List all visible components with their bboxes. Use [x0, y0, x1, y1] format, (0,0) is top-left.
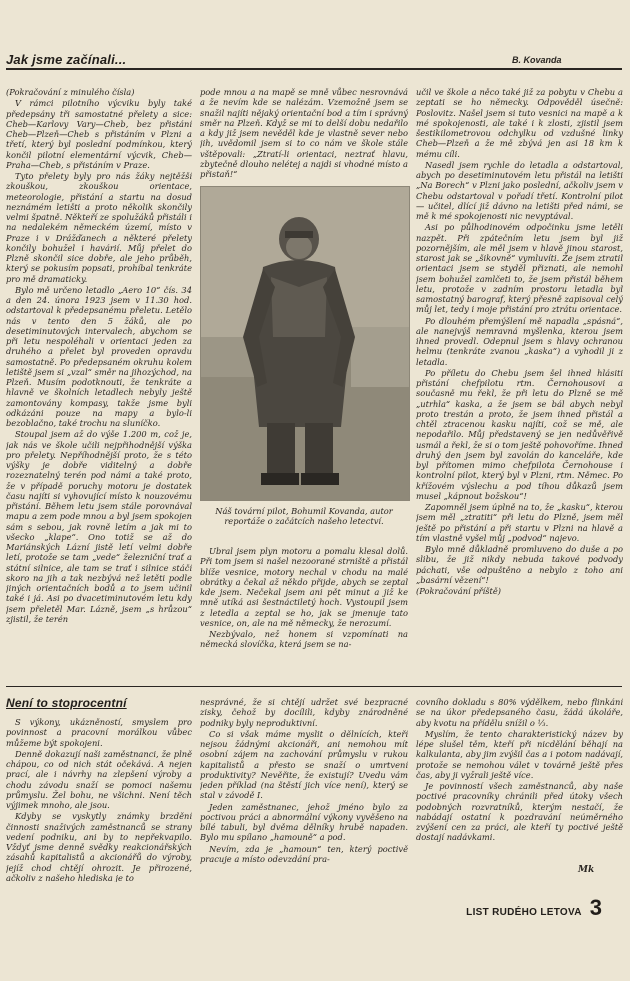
paragraph: pode mnou a na mapě se mně vůbec nesrovnává a že nevím kde se nalézám. Vzemožně jsem se snažil najíti nějaký orientační bod a tím i správný směr na Plzeň. Když se mi to delší dobu nedařilo a kdy již jsem nevěděl kde je vlastně sever nebo jih, uvědomil jsem si to co nám ve škole stále vštěpovali: „Ztratí-li orientaci, neztrať hlavu, zbytečně dlouho nelétej a najdi si vhodné místo a přistaň!“: [200, 87, 408, 179]
continuation-note: (Pokračování příště): [416, 586, 501, 596]
paragraph: covního dokladu s 80% výdělkem, nebo flinkání se na úkor předepsaného času, žádá úkoláře, aby kvotu na přídělu snížil o ⅓.: [416, 697, 623, 728]
article-column-3: [416, 697, 623, 867]
paragraph: učil ve škole a něco také již za pobytu v Chebu a zeptati se ho německy. Odpověděl úsečně: Poslovitz. Našel jsem si tuto vesnici na mapě a k mé spokojenosti, ale také i k zlosti, zjistil jsem šestikilometrovou odchylku od vzdušné linky Cheb—Plzeň a že mě zbývá jen asi 18 km k mému cíli.: [416, 87, 623, 159]
article-title: Není to stoprocentní: [6, 696, 127, 710]
paragraph: Bylo mě určeno letadlo „Aero 10“ čís. 34 a den 24. února 1923 jsem v 11.30 hod. odstartoval k předepsanému přeletu. Letělo nás v tento den 5 žáků, ale po desetiminutových intervalech, abychom se při letu nespoléhali v orientaci jeden za druhého a přelet byl proveden opravdu samostatně. Po předepsaném okruhu kolem letiště jsem si „vzal“ směr na jihozýchod, na Plzeň. Musím podotknouti, že tenkráte a hlavně ve školních letadlech nebyly ještě zamontovány kompasy, takže jsme byli odkázáni pouze na mapy a bylo-li bezoblačno, také trochu na sluníčko.: [6, 284, 192, 428]
paragraph: Denně dokazují naši zaměstnanci, že plně chápou, co od nich stát očekává. A nejen prací, ale i návrhy na zlepšení výroby a chodu závodu snaží se pomoci našemu průmyslu. Žel bohu, ne všichni. Není těch výjimek mnoho, ale jsou.: [6, 748, 192, 810]
paragraph: Po příletu do Chebu jsem šel ihned hlásiti přistání chefpilotu rtm. Černohousovi a současně mu řekl, že při letu do Plzně se mě „utrhla“ kaska, a že jsem se bál abych nebyl proto trestán a proto, že jsem ihned přistál a chtěl ztracenou kasku najíti, což se mě, ale nepodařilo. Můj představený se jen nedůvěřivě usmál a řekl, že si o tom ještě pohovoříme. Ihned druhý den jsem byl zavolán do kanceláře, kde byl přítomen mimo chefpilota Černohouse i kontrolní pilot, který byl v Plzni, rtm. Němec. Po křížovém výslechu a pod tíhou důkazů jsem musel „kápnout božskou“!: [416, 367, 623, 501]
paragraph: Ubral jsem plyn motoru a pomalu klesal dolů. Při tom jsem si našel nezoorané strniště a přistál blíže vesnice, motory nechal v chodu na malé obrátky a čekal až někdo přijde, abych se zeptal kde jsem. Nečekal jsem ani pět minut a již ke mně utíká asi šestnáctiletý hoch. Vystoupil jsem z letedla a zeptal se ho, jak se jmenuje tato vesnice, on, ale na mě německy, že nerozumí.: [200, 546, 408, 628]
article-divider: [6, 686, 622, 687]
article-title: Jak jsme začínali...: [6, 52, 127, 67]
photo-caption: Náš tovární pilot, Bohumil Kovanda, autor reportáže o začátcích našeho letectví.: [215, 506, 393, 527]
paragraph: Nasedl jsem rychle do letadla a odstartoval, abych po desetiminutovém letu přistál na letišti „Na Borech“ v Plzni jako poslední, ačkoliv jsem v Chebu odstartoval v pořadí třetí. Kontrolní pilot — učitel, dlící již dávno na letišti před námi, se mě k mé spokojenosti nic nevyptával.: [416, 159, 623, 221]
publication-title: LIST RUDÉHO LETOVA: [466, 907, 582, 918]
article-column-1: [6, 717, 192, 882]
paragraph: Je povinností všech zaměstnanců, aby naše poctivé pracovníky chránili před útoky všech podobných rozvratníků, kterým nestačí, že nabádají ostatní k pozdravání neúměrného zvýšení cen za práci, ale kteří ty poctivé ještě dostají nadávkami.: [416, 781, 623, 843]
author-signature: Mk: [578, 865, 595, 875]
article-column-2-bottom: [200, 546, 408, 678]
paragraph: (Pokračování z minulého čísla): [6, 87, 135, 97]
paragraph: Kdyby se vyskytly známky brzdění činnosti snaživých zaměstnanců se strany vedení podniku, ani by to nepřekvapilo. Vždyť jsme denně svědky reakcionářských zásahů kapitalistů a akcionářů do výroby, jejíž chod chtějí ohrozit. Je přirozené, ačkoliv z našeho hlediska je to: [6, 811, 192, 882]
paragraph: Co si však máme myslit o dělnících, kteří nejsou žádnými akcionáři, ani nemohou mít osobní zájem na zachování průmyslu v rukou kapitalistů a přesto se snaží o umrtvení produktivity? Nevěřite, že existují? Uvedu vám jeden příklad (na štěstí jich více není), který se stal v závodě I.: [200, 728, 408, 801]
page-footer: [466, 895, 602, 921]
article-column-2: [200, 697, 408, 882]
article-column-1: [6, 87, 192, 675]
paragraph: Nevím, zda je „hamoun“ ten, který poctivě pracuje a místo odevzdání pra-: [200, 843, 408, 864]
paragraph: Tyto přelety byly pro nás žáky nejtěžší zkouškou, zkouškou orientace, meteorologie, přistání a startu na dosud neznámém letišti a proto několik skončily velmi špatně. Někteří ze spolužáků přistáli i na nedalekém německém území, místo v Praze i v Drážďanech a některé přelety končily bohužel i havárií. Můj přelet do Plzně skončil sice dobře, ale jeho průběh, který se pokusím popsati, prohíbal tenkráte pro mě dramaticky.: [6, 171, 192, 284]
paragraph: nesprávné, že si chtějí udržet své bezpracné zisky, čehož by docílili, kdyby znárodněné podniky byly neproduktivní.: [200, 697, 408, 728]
paragraph: Po dlouhém přemýšlení mě napadla „spásná“, ale nanejvýš nemravná myšlenka, kterou jsem ihned provedl. Odepnul jsem s hlavy ochranou helmu (tenkráte zvanou „kaska“) a vyhodil ji z letadla.: [416, 315, 623, 367]
paragraph: Asi po půlhodinovém odpočinku jsme letěli nazpět. Při zpátečním letu jsem byl již pozornějším, ale měl jsem v hlavě jinou starost, starost jak se „šikovně“ vymluvíti. Že jsem ztratil orientaci jsem se styděl přiznati, ale nemohl jsem bohužel zamlčeti to, že jsem přistál během letu, protože v zadním prostoru letadla byl samostatný barograf, který přesně zapisoval celý můj let, tedy i moje přistání pro ztrátu orientace.: [416, 222, 623, 315]
pilot-photo: [200, 186, 410, 501]
paragraph: Nezbývalo, než honem si vzpomínati na německá slovíčka, která jsem se na-: [200, 629, 408, 650]
paragraph: Stoupal jsem až do výše 1.200 m, což je, jak nás ve škole učili nejpřihodnější výška pro přelety. Nepříhodnější proto, že s této výšky je dobře viditelný a dobře rozeznatelný terén pod námi a také proto, že v případě poruchy motoru je dostatek času najíti si vyhovující místo k nouzovému přistání. Během letu jsem stále porovnával mapu a zem pode mnou a byl jsem spokojen sám s sebou, jak rovně letím a jak mi to všecko „klape“. Ono totiž se až do Mariánských Lázní jistě letí velmi dobře letí, protože se tam „vede“ železniční trať a státní silnice, ale tam se trať i silnice stáčí skoro na jih a tak nezbývá než letěti podle jiných orientačních bodů a to jsem učinil také i já. Asi po dvacetiminutovém letu kdy jsem přeletěl Mar. Lázně, jsem „s hrůzou“ zjistil, že terén: [6, 429, 192, 624]
paragraph: S výkony, ukázněností, smyslem pro povinnost a pracovní morálkou vůbec můžeme být spokojeni.: [6, 717, 192, 748]
paragraph: Jeden zaměstnanec, jehož jméno bylo za poctivou práci a abnormální výkony vyvěšeno na bílé tabuli, byl dvěma dělníky hrubě napaden. Bylo mu spílano „hamouně“ a pod.: [200, 801, 408, 843]
article-column-2-top: [200, 87, 408, 181]
article-author: B. Kovanda: [512, 55, 562, 65]
paragraph: Zapomněl jsem úplně na to, že „kasku“, kterou jsem měl „ztratiti“ při letu do Plzně, jsem měl ještě po přistání a při startu v Plzni na hlavě a tím vlastně vyšel můj „podvod“ najevo.: [416, 502, 623, 543]
paragraph: Myslím, že tento charakteristický název by lépe slušel těm, kteří při nicdělání běhají na kalkulanta, aby jim zvýšil čas a i potom nadávají, protože se nemohou válet v továrně ještě přes čas, aby ji vyžrali ještě více.: [416, 728, 623, 780]
page-number: 3: [589, 895, 602, 920]
title-rule: [6, 68, 622, 70]
article-column-3: [416, 87, 623, 679]
paragraph: Bylo mně důkladně promluveno do duše a po slibu, že již nikdy nebuda takové podvody páchati, vše odpuštěno a nebylo z toho ani „basární vězení“!: [416, 544, 623, 585]
paragraph: V rámci pilotního výcviku byly také předepsány tři samostatné přelety a sice: Cheb—Karlovy Vary—Cheb, bez přistání Cheb—Plzeň—Cheb s přistáním v Plzni a třetí, který byl poslední podmínkou, který končil pilotní elementární výcvik, Cheb—Praha—Cheb, s přistáním v Praze.: [6, 98, 192, 170]
pilot-figure-illustration: [201, 187, 409, 500]
